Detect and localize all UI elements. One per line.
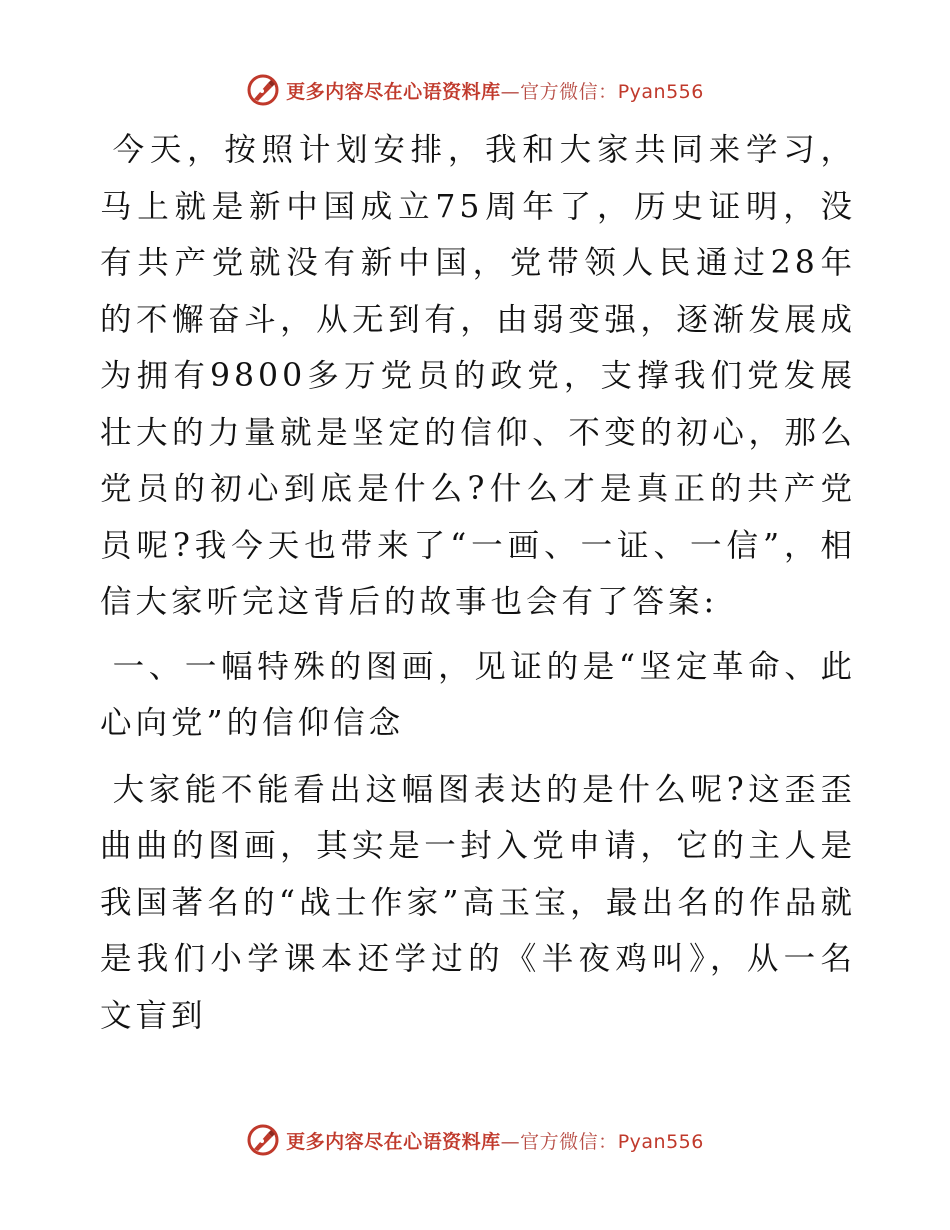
watermark-text	[286, 1127, 704, 1154]
watermark-main: 更多内容尽在心语资料库	[286, 80, 501, 103]
watermark-id: Pyan556	[617, 80, 704, 103]
watermark-id: Pyan556	[617, 1130, 704, 1153]
document-body	[100, 122, 856, 1044]
paragraph-body: 大家能不能看出这幅图表达的是什么呢?这歪歪曲曲的图画，其实是一封入党申请，它的主人是我国著名的“战士作家”高玉宝，最出名的作品就是我们小学课本还学过的《半夜鸡叫》，从一名文盲到	[100, 771, 856, 1034]
watermark-sub: —官方微信：	[500, 1130, 618, 1153]
header-watermark	[0, 72, 950, 108]
footer-watermark	[0, 1122, 950, 1158]
section-heading: 一、一幅特殊的图画，见证的是“坚定革命、此心向党”的信仰信念	[100, 648, 856, 741]
watermark-main: 更多内容尽在心语资料库	[286, 1130, 501, 1153]
watermark-text	[286, 77, 704, 104]
watermark-sub: —官方微信：	[500, 80, 618, 103]
pen-logo-icon	[246, 1123, 280, 1157]
pen-logo-icon	[246, 73, 280, 107]
paragraph-intro: 今天，按照计划安排，我和大家共同来学习，马上就是新中国成立75周年了，历史证明，没有共产党就没有新中国，党带领人民通过28年的不懈奋斗，从无到有，由弱变强，逐渐发展成为拥有9800多万党员的政党，支撑我们党发展壮大的力量就是坚定的信仰、不变的初心，那么党员的初心到底是什么?什么才是真正的共产党员呢?我今天也带来了“一画、一证、一信”，相信大家听完这背后的故事也会有了答案:	[100, 132, 856, 620]
